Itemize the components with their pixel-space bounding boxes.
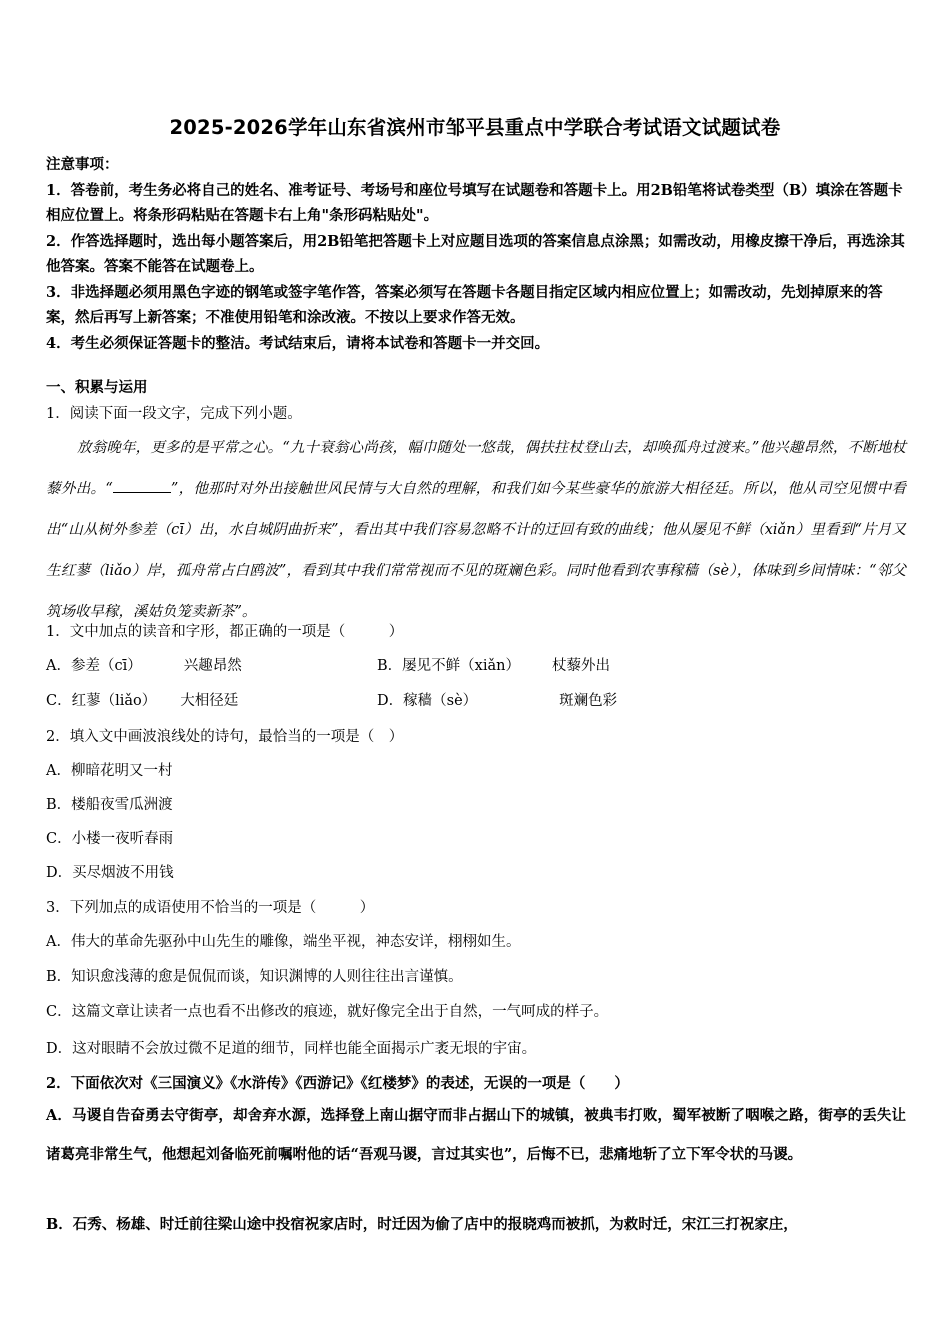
question-stem: 3．下列加点的成语使用不恰当的一项是（ ）: [46, 900, 375, 916]
option-word: 斑斓色彩: [559, 693, 618, 709]
section-heading: 一、积累与运用: [46, 379, 148, 396]
exam-title: 2025-2026学年山东省滨州市邹平县重点中学联合考试语文试题试卷: [169, 116, 781, 139]
notice-item: 3．非选择题必须用黑色字迹的钢笔或签字笔作答，答案必须写在答题卡各题目指定区域内相应位置上；如需改动，先划掉原来的答案，然后再写上新答案；不准使用铅笔和涂改液。不按以上要求作答无效。: [46, 283, 883, 326]
option-label: D．稼穑（sè）: [377, 693, 478, 709]
option-c: C．这篇文章让读者一点也看不出修改的痕迹，就好像完全出于自然，一气呵成的样子。: [46, 1004, 609, 1020]
option-label: C．红蓼（liǎo）: [46, 693, 157, 709]
option-d: D．这对眼睛不会放过微不足道的细节，同样也能全面揭示广袤无垠的宇宙。: [46, 1041, 537, 1057]
option-word: 杖藜外出: [551, 658, 610, 674]
option-b: [46, 1206, 906, 1245]
option-text: B．石秀、杨雄、时迁前往梁山途中投宿祝家店时，时迁因为偷了店中的报晓鸡而被抓，为救时迁，宋江三打祝家庄，: [46, 1216, 798, 1233]
option-word: 大相径廷: [180, 693, 239, 709]
notice-block: [46, 152, 906, 356]
option-a: A．伟大的革命先驱孙中山先生的雕像，端坐平视，神态安详，栩栩如生。: [46, 934, 521, 950]
option-word: 兴趣昂然: [183, 658, 242, 674]
question-stem: 2．填入文中画波浪线处的诗句，最恰当的一项是（ ）: [46, 729, 404, 745]
passage-text: 放翁晚年，更多的是平常之心。“九十衰翁心尚孩，幅巾随处一悠哉，偶扶拄杖登山去，却唤孤舟过渡来。”他兴趣昂然，不断地杖藜外出。“: [46, 440, 906, 497]
option-d: [377, 689, 617, 710]
question-intro: 1．阅读下面一段文字，完成下列小题。: [46, 406, 302, 422]
option-c: C．小楼一夜听春雨: [46, 831, 174, 847]
option-b: [377, 654, 610, 675]
option-c: [46, 689, 238, 710]
option-a: [46, 1097, 906, 1174]
blank-underline: [113, 480, 171, 493]
option-label: A．参差（cī）: [46, 658, 142, 674]
passage-text: ”，他那时对外出接触世风民情与大自然的理解，和我们如今某些豪华的旅游大相径廷。所以，他从司空见惯中看出“山从树外参差（cī）出，水自城阴曲折来”，看出其中我们容易忽略不计的迂回有致的曲线；他从屡见不鲜（xiǎn）里看到“片月又生红蓼（liǎo）岸，孤舟常占白鸥波”，看到其中我们常常视而不见的斑斓色彩。同时他看到农事稼穑（sè），体味到乡间情味：“邻父筑场收早稼，溪姑负笼卖新茶”。: [46, 481, 906, 620]
option-a: [46, 654, 242, 675]
option-a: A．柳暗花明又一村: [46, 763, 173, 779]
notice-item: 4．考生必须保证答题卡的整洁。考试结束后，请将本试卷和答题卡一并交回。: [46, 334, 550, 352]
notice-item: 1．答卷前，考生务必将自己的姓名、准考证号、考场号和座位号填写在试题卷和答题卡上。用2B铅笔将试卷类型（B）填涂在答题卡相应位置上。将条形码粘贴在答题卡右上角"条形码粘贴处"。: [46, 181, 903, 224]
notice-heading: 注意事项：: [46, 156, 119, 173]
question-stem: 1．文中加点的读音和字形，都正确的一项是（ ）: [46, 624, 404, 640]
option-b: B．知识愈浅薄的愈是侃侃而谈，知识渊博的人则往往出言谨慎。: [46, 969, 463, 985]
option-label: B．屡见不鲜（xiǎn）: [377, 658, 520, 674]
option-b: B．楼船夜雪瓜洲渡: [46, 797, 173, 813]
option-text: A．马谡自告奋勇去守街亭，却舍弃水源，选择登上南山据守而非占据山下的城镇，被典韦打败，蜀军被断了咽喉之路，街亭的丢失让诸葛亮非常生气，他想起刘备临死前嘱咐他的话“吾观马谡，言过其实也”，后悔不已，悲痛地斩了立下军令状的马谡。: [46, 1107, 906, 1163]
question-stem: 2．下面依次对《三国演义》《水浒传》《西游记》《红楼梦》的表述，无误的一项是（ ）: [46, 1075, 629, 1092]
notice-item: 2．作答选择题时，选出每小题答案后，用2B铅笔把答题卡上对应题目选项的答案信息点涂黑；如需改动，用橡皮擦干净后，再选涂其他答案。答案不能答在试题卷上。: [46, 232, 905, 275]
option-d: D．买尽烟波不用钱: [46, 865, 174, 881]
reading-passage: [46, 428, 906, 633]
